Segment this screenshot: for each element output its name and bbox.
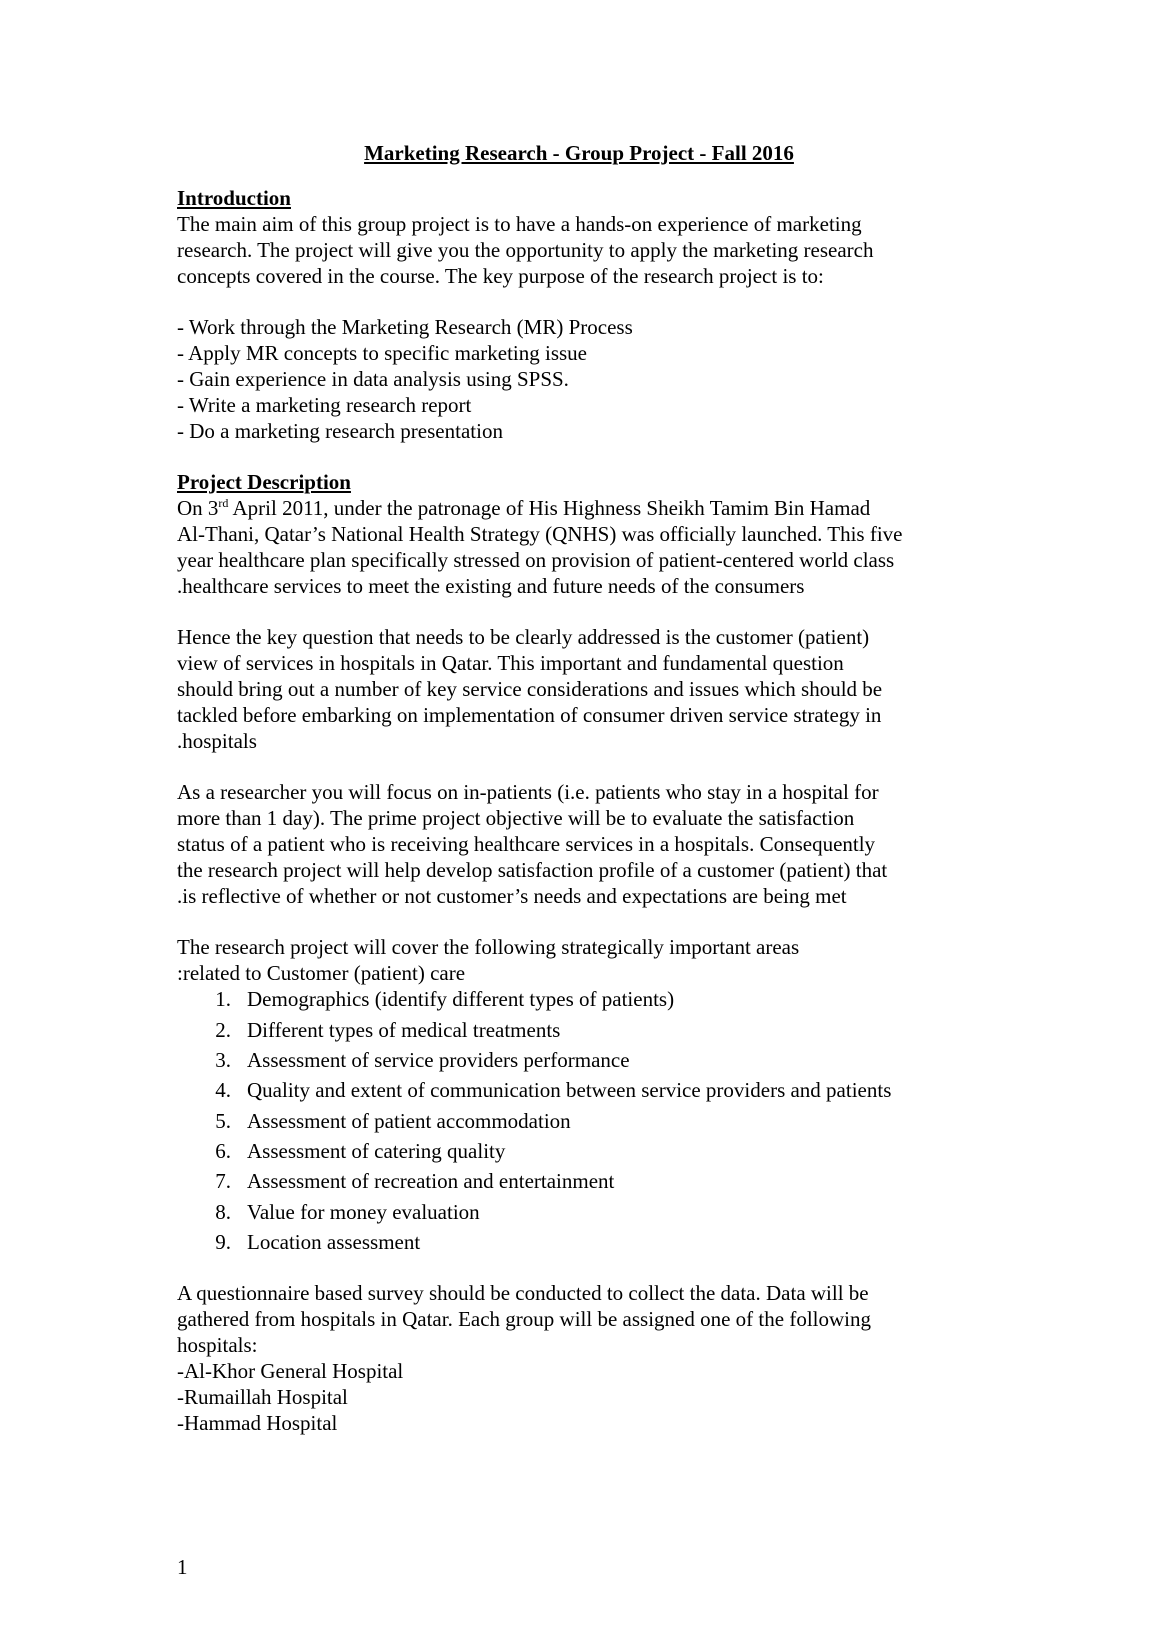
list-item: Different types of medical treatments [247,1018,561,1042]
purpose-item: - Gain experience in data analysis using SPSS. [177,367,569,391]
intro-line: concepts covered in the course. The key purpose of the research project is to: [177,264,824,288]
list-item: Demographics (identify different types of patients) [247,987,675,1011]
list-item: Assessment of catering quality [247,1139,506,1163]
document-title: Marketing Research - Group Project - Fall 2016 [364,141,794,165]
list-number: 9. [215,1230,231,1254]
description-line: :related to Customer (patient) care [177,961,466,985]
list-item: Quality and extent of communication between service providers and patients [247,1078,892,1102]
description-line: status of a patient who is receiving healthcare services in a hospitals. Consequently [177,832,876,856]
description-line: more than 1 day). The prime project objective will be to evaluate the satisfaction [177,806,855,830]
purpose-item: - Work through the Marketing Research (MR) Process [177,315,633,339]
description-line: the research project will help develop satisfaction profile of a customer (patient) that [177,858,888,882]
description-line: .healthcare services to meet the existing and future needs of the consumers [177,574,805,598]
list-number: 2. [215,1018,231,1042]
list-item: Value for money evaluation [247,1200,480,1224]
list-number: 3. [215,1048,231,1072]
description-line: .is reflective of whether or not customer’s needs and expectations are being met [177,884,847,908]
list-number: 4. [215,1078,231,1102]
intro-line: The main aim of this group project is to have a hands-on experience of marketing [177,212,862,236]
description-line: Hence the key question that needs to be clearly addressed is the customer (patient) [177,625,870,649]
superscript: rd [218,496,229,510]
list-item: Location assessment [247,1230,421,1254]
description-line: Al-Thani, Qatar’s National Health Strategy (QNHS) was officially launched. This five [177,522,903,546]
purpose-item: - Do a marketing research presentation [177,419,503,443]
hospital-item: -Rumaillah Hospital [177,1385,348,1409]
description-line: As a researcher you will focus on in-patients (i.e. patients who stay in a hospital for [177,780,879,804]
description-line: view of services in hospitals in Qatar. This important and fundamental question [177,651,844,675]
list-number: 7. [215,1169,231,1193]
description-line: A questionnaire based survey should be conducted to collect the data. Data will be [177,1281,869,1305]
description-line: tackled before embarking on implementation of consumer driven service strategy in [177,703,882,727]
description-line: gathered from hospitals in Qatar. Each group will be assigned one of the following [177,1307,871,1331]
intro-line: research. The project will give you the opportunity to apply the marketing research [177,238,874,262]
list-number: 8. [215,1200,231,1224]
list-item: Assessment of patient accommodation [247,1109,571,1133]
text-fragment: April 2011, under the patronage of His Highness Sheikh Tamim Bin Hamad [228,496,871,520]
hospital-item: -Al-Khor General Hospital [177,1359,404,1383]
list-number: 1. [215,987,231,1011]
text-fragment: On 3 [177,496,219,520]
description-line: year healthcare plan specifically stressed on provision of patient-centered world class [177,548,895,572]
list-number: 6. [215,1139,231,1163]
list-item: Assessment of recreation and entertainment [247,1169,615,1193]
page-number: 1 [177,1555,188,1579]
introduction-heading: Introduction [177,186,291,210]
purpose-item: - Write a marketing research report [177,393,472,417]
list-item: Assessment of service providers performance [247,1048,630,1072]
description-line: should bring out a number of key service considerations and issues which should be [177,677,883,701]
description-line: .hospitals [177,729,257,753]
hospital-item: -Hammad Hospital [177,1411,338,1435]
project-description-heading: Project Description [177,470,351,494]
description-line [177,495,870,522]
description-line: The research project will cover the following strategically important areas [177,935,800,959]
list-number: 5. [215,1109,231,1133]
description-line: hospitals: [177,1333,258,1357]
purpose-item: - Apply MR concepts to specific marketing issue [177,341,588,365]
